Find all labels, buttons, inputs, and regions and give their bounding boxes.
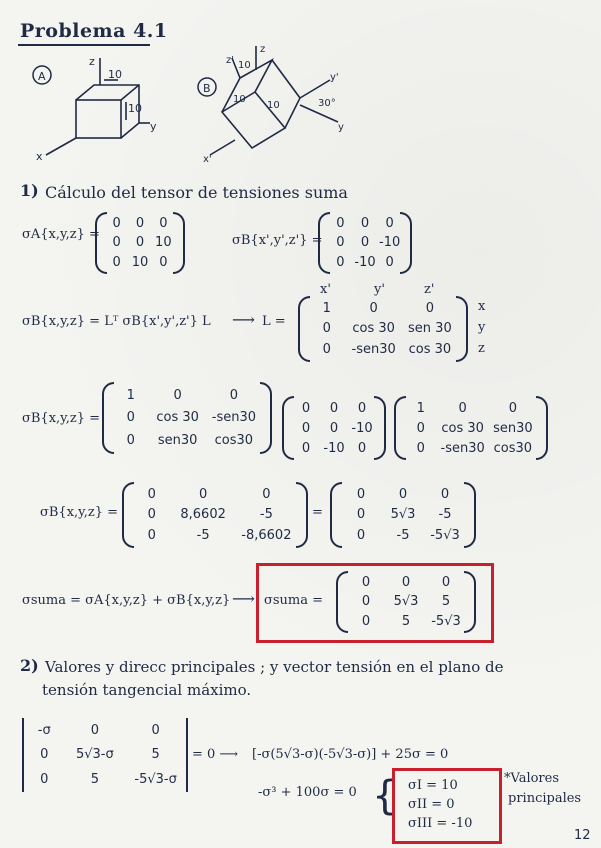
fig-a-z: z — [89, 55, 95, 68]
principal-note-line1: *Valores — [504, 771, 560, 786]
fig-b-angle: 30° — [318, 98, 336, 109]
col-label-y: y' — [374, 282, 385, 297]
fig-b-v2: 10 — [233, 94, 246, 105]
section2-number: 2) — [20, 656, 39, 675]
sigma-two: σII = 0 — [408, 797, 455, 812]
determinant-equals: = 0 ⟶ — [192, 747, 239, 762]
fig-b-xp: x' — [203, 154, 212, 165]
principal-note-line2: principales — [508, 791, 582, 806]
section1-number: 1) — [20, 181, 39, 200]
transform-arrow: ⟶ — [232, 310, 255, 329]
section2-heading-line2: tensión tangencial máximo. — [42, 681, 252, 699]
section2-heading-line1: Valores y direcc principales ; y vector tensión en el plano de — [45, 658, 504, 676]
row-label-x: x — [478, 299, 486, 314]
product-matrix-l: 1 0 0 0 cos 30 sen30 0 -sen30 cos30 — [404, 398, 538, 458]
fig-b-yp: y' — [330, 72, 339, 83]
product-matrix-sigma: 0 0 0 0 0 -10 0 -10 0 — [292, 398, 376, 458]
result-label: σB{x,y,z} = — [40, 505, 119, 520]
transform-equation: σB{x,y,z} = Lᵀ σB{x',y',z'} L — [22, 314, 211, 329]
page-number: 12 — [574, 828, 591, 843]
fig-a-x: x — [36, 150, 43, 163]
sum-result-matrix: 0 0 0 0 5√3 5 0 5 -5√3 — [346, 573, 466, 631]
fig-b-y: y — [338, 122, 344, 133]
page-title: Problema 4.1 — [20, 20, 168, 42]
col-label-z: z' — [424, 282, 435, 297]
stress-figures — [0, 40, 601, 180]
sigma-a-matrix: 0 0 0 0 0 10 0 10 0 — [105, 214, 175, 272]
sigma-three: σIII = -10 — [408, 816, 473, 831]
sum-arrow: ⟶ — [232, 589, 255, 608]
col-label-x: x' — [320, 282, 331, 297]
fig-b-v1: 10 — [238, 60, 251, 71]
brace: { — [372, 773, 398, 819]
section1-heading: Cálculo del tensor de tensiones suma — [45, 183, 348, 202]
l-matrix: 1 0 0 0 cos 30 sen 30 0 -sen30 cos 30 — [308, 298, 458, 360]
l-label: L = — [262, 314, 286, 329]
fig-a-y: y — [150, 120, 157, 133]
fig-b-zp: z' — [226, 55, 234, 66]
sigma-a-label: σA{x,y,z} = — [22, 227, 100, 242]
fig-a-v1: 10 — [108, 68, 122, 81]
fig-b-v3: 10 — [267, 100, 280, 111]
expanded-equation: [-σ(5√3-σ)(-5√3-σ)] + 25σ = 0 — [252, 747, 449, 762]
row-label-z: z — [478, 341, 485, 356]
sigma-b-prime-label: σB{x',y',z'} = — [232, 233, 323, 248]
label-b: B — [203, 82, 211, 95]
sigma-b-prime-matrix: 0 0 0 0 0 -10 0 -10 0 — [328, 214, 402, 272]
label-a: A — [38, 70, 46, 83]
result-matrix-decimal: 0 0 0 0 8,6602 -5 0 -5 -8,6602 — [132, 484, 298, 546]
product-matrix-lt: 1 0 0 0 cos 30 -sen30 0 sen30 cos30 — [112, 384, 262, 452]
characteristic-determinant: -σ 0 0 0 5√3-σ 5 0 5 -5√3-σ — [22, 718, 188, 792]
result-equals: = — [312, 505, 323, 520]
fig-a-v2: 10 — [128, 102, 142, 115]
cubic-equation: -σ³ + 100σ = 0 — [258, 785, 357, 800]
fig-b-z: z — [260, 44, 266, 55]
sigma-one: σI = 10 — [408, 778, 458, 793]
sum-result-label: σsuma = — [264, 593, 324, 608]
result-matrix-sqrt: 0 0 0 0 5√3 -5 0 -5 -5√3 — [340, 484, 466, 546]
row-label-y: y — [478, 320, 486, 335]
product-label: σB{x,y,z} = — [22, 411, 101, 426]
sum-equation: σsuma = σA{x,y,z} + σB{x,y,z} — [22, 593, 231, 608]
